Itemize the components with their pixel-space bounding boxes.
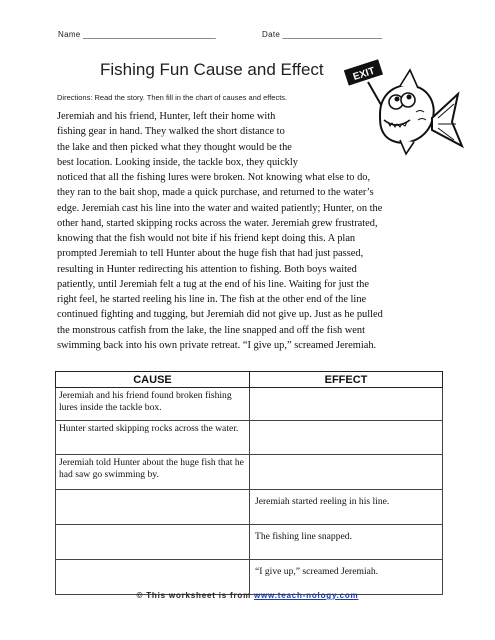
effect-cell[interactable] [250,455,443,490]
name-field-label: Name ____________________________ [58,30,217,39]
source-link[interactable]: www.teach-nology.com [254,591,359,600]
story-line: knowing that the fish would not bite if his friend kept doing this. A plan [57,233,356,244]
story-text [57,109,442,353]
effect-cell: The fishing line snapped. [250,525,443,560]
footer-prefix: © This worksheet is from [136,591,251,600]
table-row [56,560,443,595]
cause-cell[interactable] [56,560,250,595]
story-line: other hand, started skipping rocks across the water. Jeremiah grew frustrated, [57,217,378,229]
story-line: edge. Jeremiah cast his line into the water and waited patiently; Hunter, on the [57,202,383,214]
story-line: they ran to the bait shop, made a quick purchase, and returned to the water’s [57,187,374,199]
story-line: the lake and then picked what they thought would be the [57,141,292,153]
story-line: right feel, he started reeling his line in. The fish at the other end of the line [57,294,367,305]
effect-cell: Jeremiah started reeling in his line. [250,490,443,525]
story-line: the monstrous catfish from the lake, the line snapped and off the fish went [57,324,365,336]
story-line: fishing gear in hand. They walked the short distance to [57,126,285,138]
story-line: patiently, until Jeremiah felt a tug at the end of his line. Waiting for just the [57,278,369,290]
cause-cell: Jeremiah and his friend found broken fishing lures inside the tackle box. [56,388,250,421]
table-row [56,525,443,560]
footer-credit [0,591,495,600]
table-row [56,388,443,421]
directions-text: Directions: Read the story. Then fill in the chart of causes and effects. [57,93,288,102]
story-line: prompted Jeremiah to tell Hunter about the huge fish that had just passed, [57,248,364,260]
cause-effect-table [55,371,443,595]
date-field-label: Date _____________________ [262,30,383,39]
cause-cell: Hunter started skipping rocks across the water. [56,421,250,455]
story-line: resulting in Hunter redirecting his attention to fishing. Both boys waited [57,263,357,275]
table-row [56,490,443,525]
story-line: swimming back into his own private retreat. “I give up,” screamed Jeremiah. [57,339,377,351]
table-header-row [56,372,443,388]
table-row [56,421,443,455]
exit-sign-icon [344,59,383,85]
effect-cell[interactable] [250,421,443,455]
story-line: noticed that all the fishing lures were broken. Not knowing what else to do, [57,172,371,183]
cause-cell: Jeremiah told Hunter about the huge fish that he had saw go swimming by. [56,455,250,490]
cause-cell[interactable] [56,525,250,560]
effect-cell: “I give up,” screamed Jeremiah. [250,560,443,595]
story-line: best location. Looking inside, the tackle box, they quickly [57,156,298,168]
exit-sign-text: EXIT [351,65,377,83]
effect-column-header: EFFECT [250,372,443,388]
effect-cell[interactable] [250,388,443,421]
story-line: continued fighting and tugging, but Jeremiah did not give up. Just as he pulled [57,309,383,321]
cause-column-header: CAUSE [56,372,250,388]
cause-cell[interactable] [56,490,250,525]
story-line: Jeremiah and his friend, Hunter, left their home with [57,111,276,122]
worksheet-title: Fishing Fun Cause and Effect [100,60,324,79]
table-row [56,455,443,490]
